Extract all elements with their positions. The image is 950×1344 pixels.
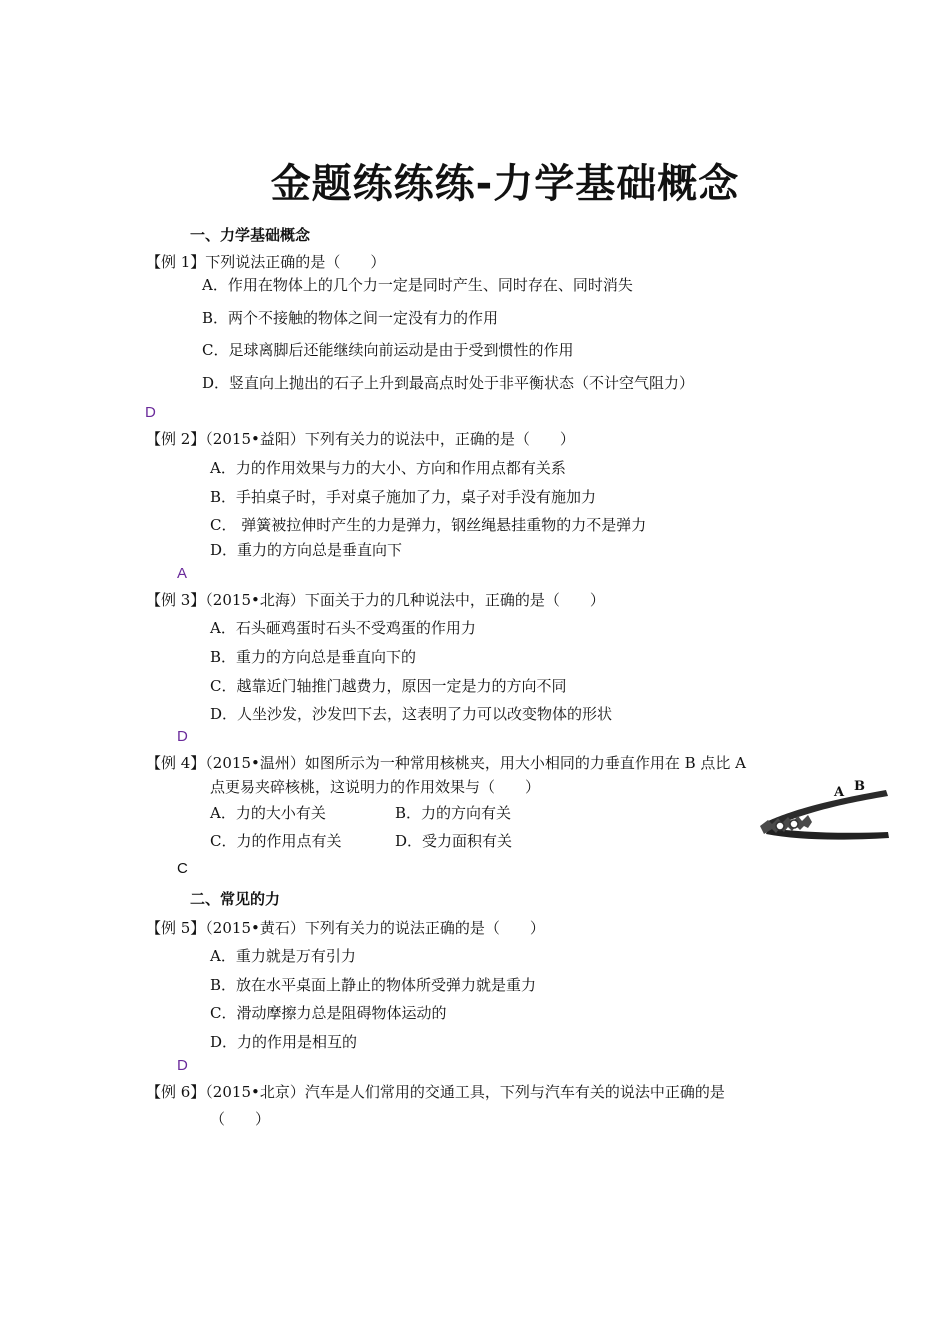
question-stem-continued: 点更易夹碎核桃，这说明力的作用效果与（ ）	[210, 778, 541, 796]
option-d: D．受力面积有关	[395, 832, 513, 850]
question-stem: 【例 1】下列说法正确的是（ ）	[146, 253, 386, 271]
option-b: B．手拍桌子时，手对桌子施加了力，桌子对手没有施加力	[210, 488, 597, 506]
answer: D	[177, 1057, 188, 1074]
nutcracker-figure	[758, 776, 890, 842]
option-d: D．力的作用是相互的	[210, 1033, 358, 1051]
question-stem-continued: （ ）	[210, 1110, 271, 1128]
option-d: D．人坐沙发，沙发凹下去，这表明了力可以改变物体的形状	[210, 705, 613, 723]
option-d: D．竖直向上抛出的石子上升到最高点时处于非平衡状态（不计空气阻力）	[202, 374, 695, 392]
page-title: 金题练练练-力学基础概念	[270, 161, 740, 207]
question-stem: 【例 3】（2015•北海）下面关于力的几种说法中，正确的是（ ）	[146, 591, 605, 609]
option-d: D．重力的方向总是垂直向下	[210, 541, 403, 559]
option-c: C． 弹簧被拉伸时产生的力是弹力，钢丝绳悬挂重物的力不是弹力	[210, 516, 647, 534]
option-a: A．力的大小有关	[210, 804, 326, 822]
answer: C	[177, 860, 188, 877]
option-a: A．石头砸鸡蛋时石头不受鸡蛋的作用力	[210, 619, 476, 637]
option-a: A．力的作用效果与力的大小、方向和作用点都有关系	[210, 459, 566, 477]
option-a: A．重力就是万有引力	[210, 947, 356, 965]
section-heading: 二、常见的力	[190, 890, 281, 908]
figure-label-a: A	[834, 785, 845, 800]
option-a: A．作用在物体上的几个力一定是同时产生、同时存在、同时消失	[202, 276, 633, 294]
question-stem: 【例 5】（2015•黄石）下列有关力的说法正确的是（ ）	[146, 919, 545, 937]
option-b: B．两个不接触的物体之间一定没有力的作用	[202, 309, 499, 327]
question-stem: 【例 6】（2015•北京）汽车是人们常用的交通工具，下列与汽车有关的说法中正确的是	[146, 1083, 725, 1101]
option-c: C．越靠近门轴推门越费力，原因一定是力的方向不同	[210, 677, 567, 695]
section-heading: 一、力学基础概念	[190, 226, 311, 244]
question-stem: 【例 4】（2015•温州）如图所示为一种常用核桃夹，用大小相同的力垂直作用在 B 点比 A	[146, 754, 746, 772]
option-c: C．足球离脚后还能继续向前运动是由于受到惯性的作用	[202, 341, 574, 359]
question-stem: 【例 2】（2015•益阳）下列有关力的说法中，正确的是（ ）	[146, 430, 575, 448]
answer: D	[145, 404, 156, 421]
option-b: B．力的方向有关	[395, 804, 512, 822]
answer: D	[177, 728, 188, 745]
option-c: C．滑动摩擦力总是阻碍物体运动的	[210, 1004, 447, 1022]
option-b: B．放在水平桌面上静止的物体所受弹力就是重力	[210, 976, 537, 994]
figure-label-b: B	[854, 779, 865, 794]
answer: A	[177, 565, 188, 582]
option-b: B．重力的方向总是垂直向下的	[210, 648, 417, 666]
option-c: C．力的作用点有关	[210, 832, 342, 850]
